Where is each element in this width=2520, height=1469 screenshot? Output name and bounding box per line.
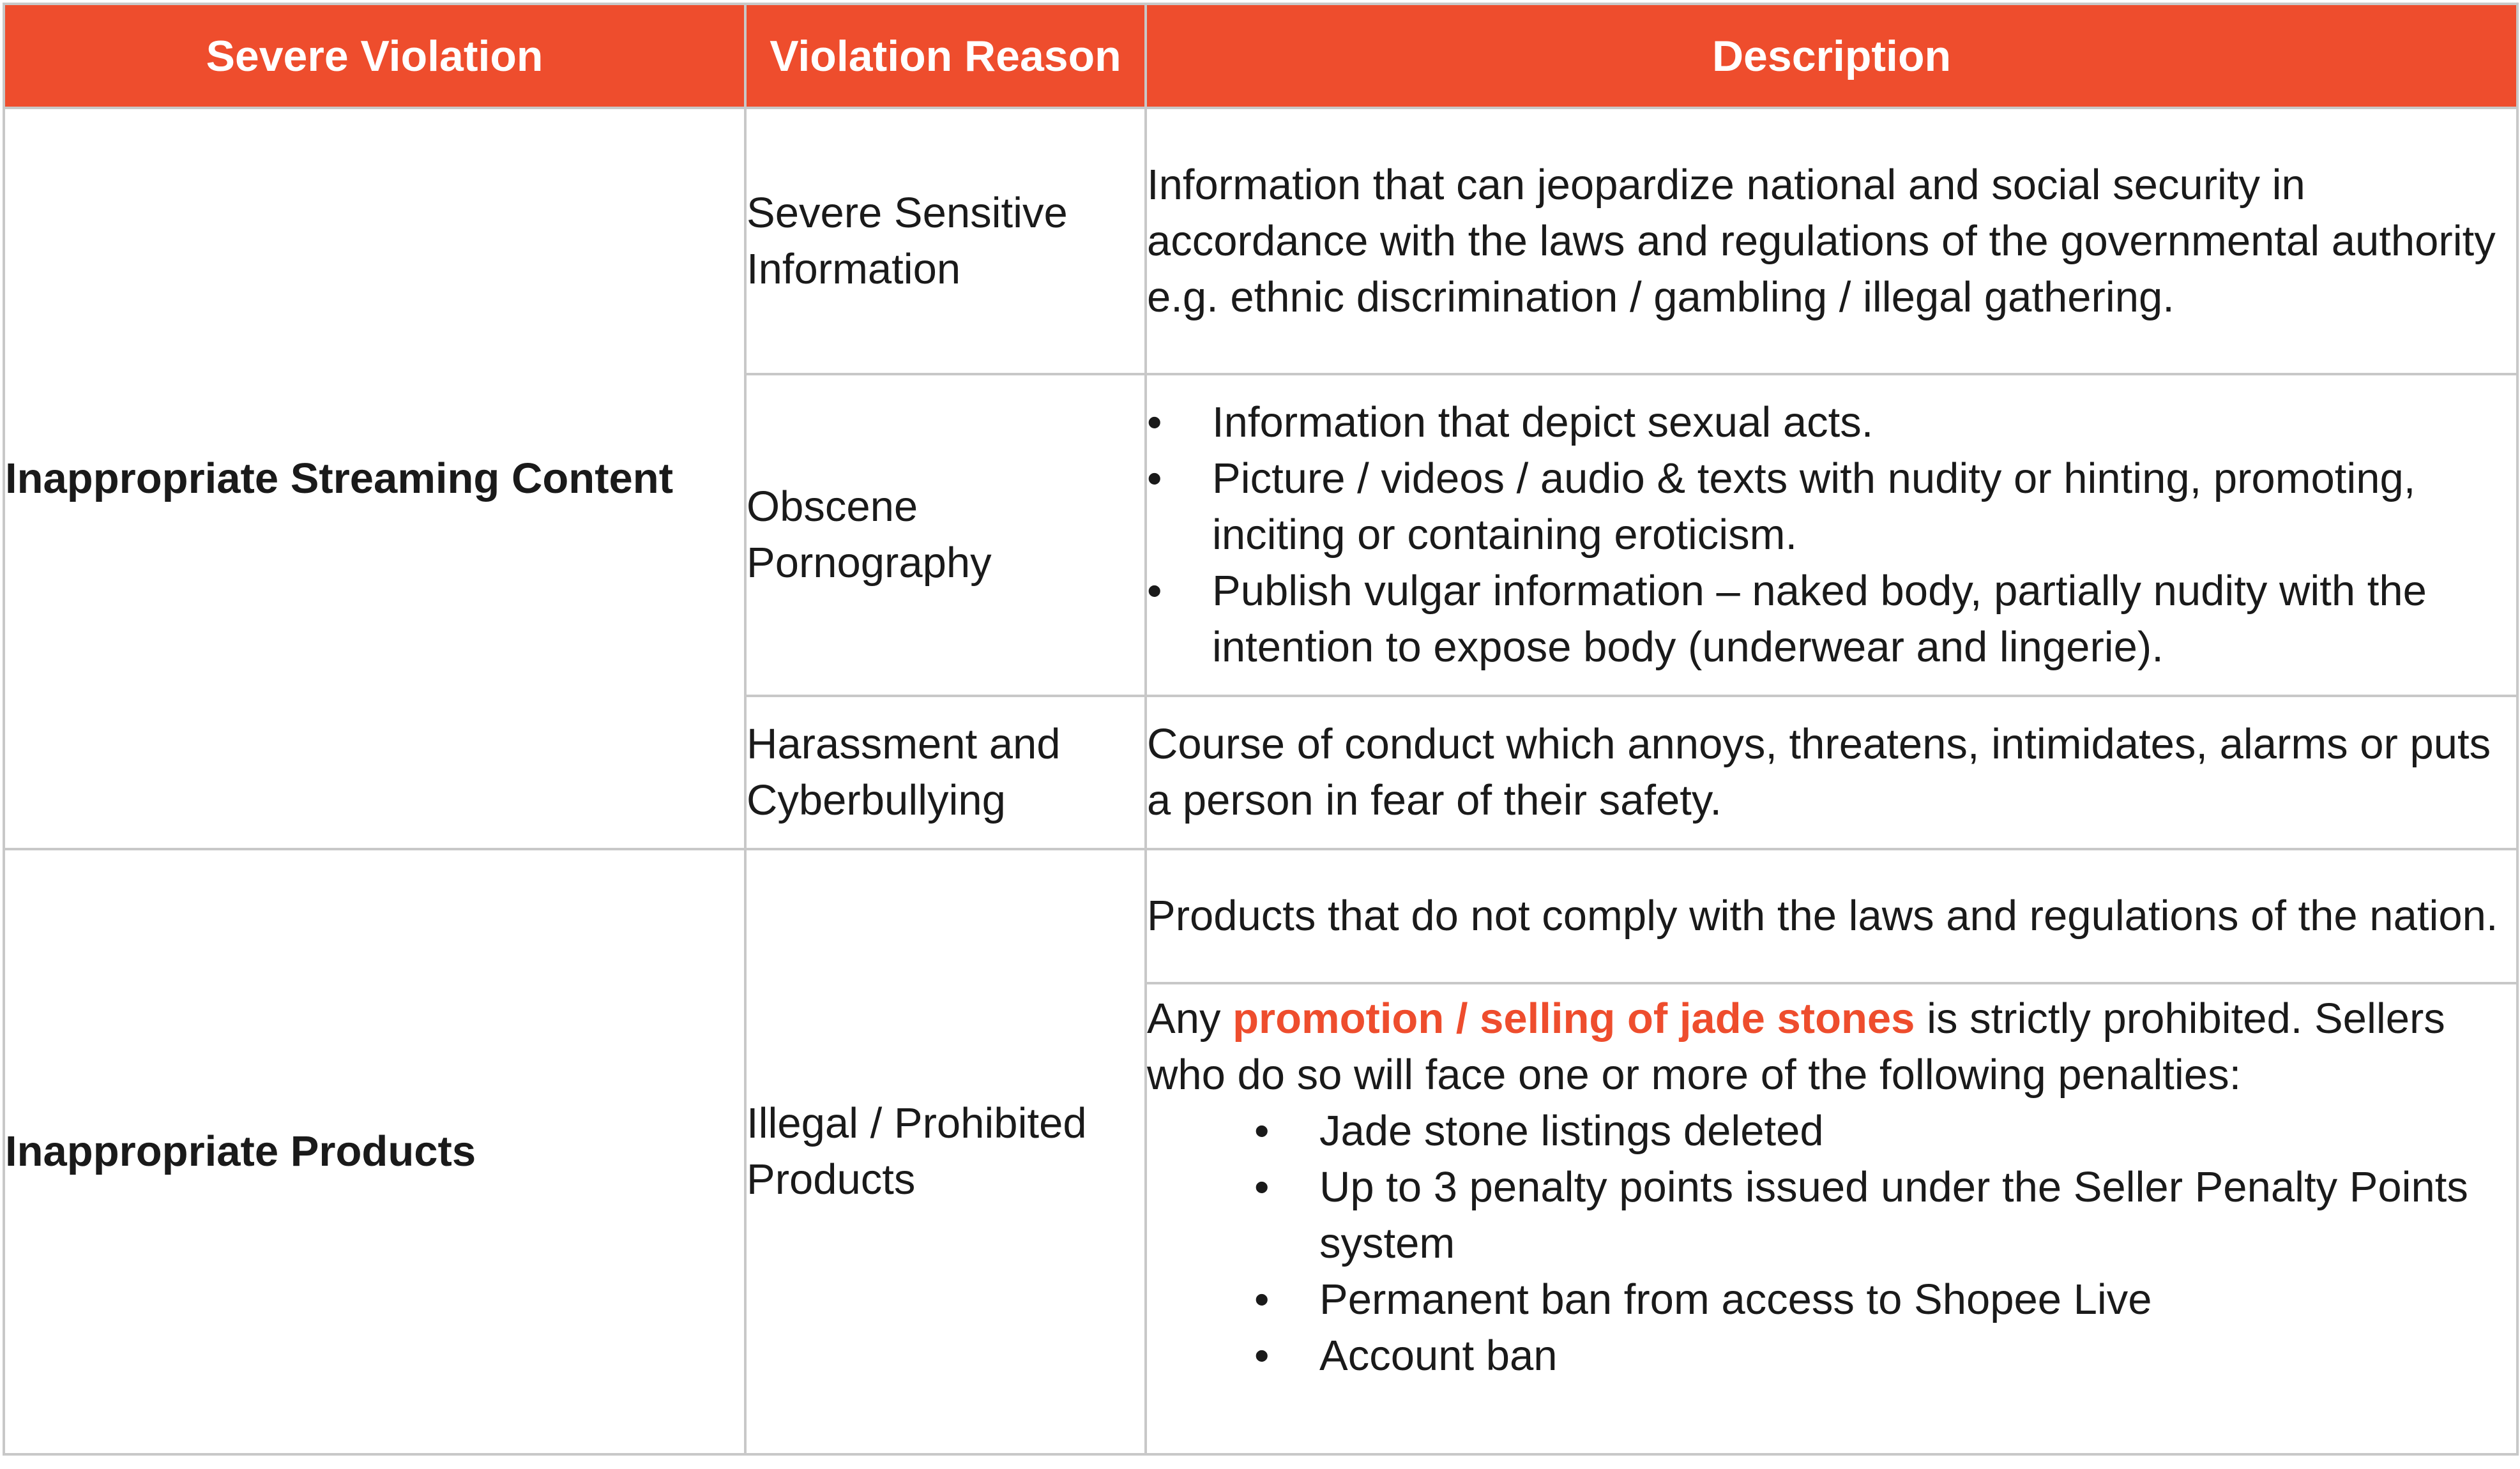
reason-obscene-pornography: Obscene Pornography xyxy=(745,374,1146,696)
jade-highlight: promotion / selling of jade stones xyxy=(1233,995,1915,1043)
bullet-icon: • xyxy=(1254,1163,1270,1211)
list-item: • Permanent ban from access to Shopee Live xyxy=(1254,1272,2516,1328)
description-jade-stones xyxy=(1146,983,2517,1454)
list-item: • Publish vulgar information – naked body, partially nudity with the intention to expose body (underwear and lingerie). xyxy=(1147,563,2516,675)
obscene-bullet-list xyxy=(1147,395,2516,675)
list-item: • Account ban xyxy=(1254,1328,2516,1384)
table-row-sensitive xyxy=(4,108,2517,374)
reason-harassment-cyberbullying: Harassment and Cyberbullying xyxy=(745,696,1146,849)
header-severe-violation: Severe Violation xyxy=(4,4,745,108)
list-item: • Jade stone listings deleted xyxy=(1254,1103,2516,1159)
description-harassment-cyberbullying: Course of conduct which annoys, threatens, intimidates, alarms or puts a person in fear of their safety. xyxy=(1146,696,2517,849)
jade-penalty-list xyxy=(1147,1103,2516,1384)
bullet-icon: • xyxy=(1254,1276,1270,1323)
table-header-row xyxy=(4,4,2517,108)
list-item: • Up to 3 penalty points issued under the Seller Penalty Points system xyxy=(1254,1159,2516,1272)
bullet-icon: • xyxy=(1254,1332,1270,1380)
description-obscene-pornography xyxy=(1146,374,2517,696)
description-products-law: Products that do not comply with the laws and regulations of the nation. xyxy=(1146,849,2517,983)
bullet-icon: • xyxy=(1147,567,1162,615)
reason-illegal-prohibited-products: Illegal / Prohibited Products xyxy=(745,849,1146,1454)
table-row-products-law xyxy=(4,849,2517,983)
category-inappropriate-products: Inappropriate Products xyxy=(4,849,745,1454)
reason-sensitive-information: Severe Sensitive Information xyxy=(745,108,1146,374)
jade-policy-text: Any promotion / selling of jade stones is strictly prohibited. Sellers who do so will face one or more of the following penalties: xyxy=(1147,995,2445,1099)
violation-table xyxy=(3,3,2519,1456)
header-violation-reason: Violation Reason xyxy=(745,4,1146,108)
bullet-icon: • xyxy=(1147,398,1162,446)
description-sensitive-information: Information that can jeopardize national and social security in accordance with the laws and regulations of the governmental authority e.g. ethnic discrimination / gambling / illegal gathering. xyxy=(1146,108,2517,374)
category-streaming-content: Inappropriate Streaming Content xyxy=(4,108,745,849)
bullet-icon: • xyxy=(1147,455,1162,502)
list-item: • Picture / videos / audio & texts with nudity or hinting, promoting, inciting or containing eroticism. xyxy=(1147,451,2516,563)
bullet-icon: • xyxy=(1254,1107,1270,1155)
list-item: • Information that depict sexual acts. xyxy=(1147,395,2516,451)
header-description: Description xyxy=(1146,4,2517,108)
